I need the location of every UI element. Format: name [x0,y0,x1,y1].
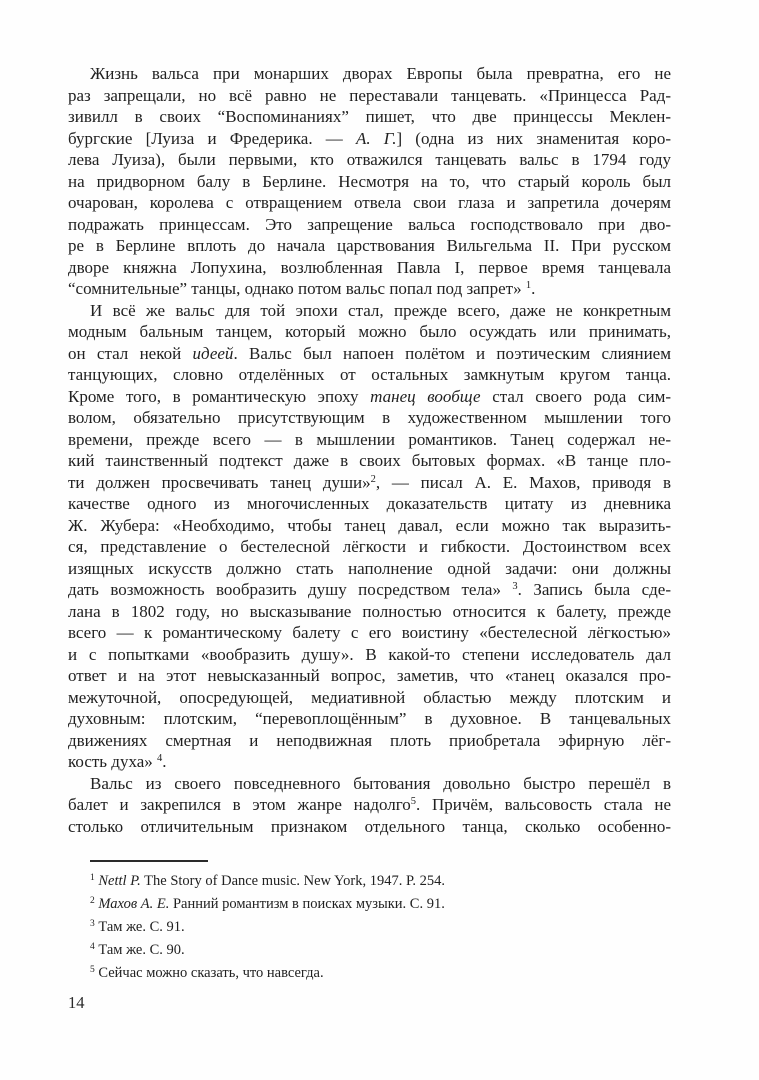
footnote-item [68,916,671,939]
text-run: модным бальным танцем, который можно было осуждать или принимать, [68,322,671,341]
text-run: всего — к романтическому балету с его воистину «бестелесной лёгкостью» [68,623,671,642]
text-line [68,708,671,730]
paragraph [68,300,671,773]
text-run: А. Г. [355,128,397,148]
text-line [68,579,671,601]
text-line [68,687,671,709]
text-run: и с попытками «вообразить душу». В какой-то степени исследователь дал [68,644,671,664]
text-run: волом, обязательно присутствующим в художественном мышлении того [68,408,671,427]
text-line [68,364,671,386]
text-run: ответ и на этот невысказанный вопрос, заметив, что «танец оказался про- [68,666,671,685]
footnote-item [68,893,671,916]
footnote-marker: 1 [90,873,95,883]
text-line [68,278,671,300]
footnote-marker: 4 [90,942,95,952]
footnote-marker: 5 [90,965,95,975]
text-line [68,472,671,494]
text-run: дворе княжна Лопухина, возлюбленная Павла I, первое время танцевала [68,257,671,277]
text-run: очарован, королева с отвращением отвела свои глаза и запретила дочерям [68,193,671,212]
text-run: Махов А. Е. [98,896,170,912]
footnotes [68,860,671,985]
text-line [68,343,671,365]
text-run: . [162,752,167,771]
text-run: “сомнительные” танцы, однако потом вальс попал под запрет» [68,279,526,298]
text-run: . Причём, вальсовость стала не [416,795,671,814]
text-run: кость духа» [68,752,158,771]
text-run: межуточной, опосредующей, медиативной областью между плотским и [68,687,671,707]
text-line [68,751,671,773]
text-run: столько отличительным признаком отдельного танца, сколько особенно- [68,816,671,836]
text-run: изящных искусств должно стать наполнение одной задачи: они должны [68,558,671,578]
text-line [68,235,671,257]
text-run: качестве одного из многочисленных доказательств цитату из дневника [68,494,671,513]
text-body [68,63,671,837]
text-line [68,128,671,150]
text-run: И всё же вальс для той эпохи стал, прежде всего, даже не конкретным [90,300,671,320]
text-run: зивилл в своих “Воспоминаниях” пишет, что две принцессы Меклен- [68,107,671,126]
text-line [68,730,671,752]
text-run: ре в Берлине вплоть до начала царствования Вильгельма II. При русском [68,236,671,255]
footnote-marker: 3 [90,919,95,929]
text-run: подражать принцессам. Это запрещение вальса господствовало при дво- [68,214,671,234]
text-run: времени, прежде всего — в мышлении романтиков. Танец содержал не- [68,429,671,449]
text-line [68,171,671,193]
text-run: танец вообще [370,386,481,406]
text-run: . [531,279,536,298]
text-run: ти должен просвечивать танец души» [68,472,371,492]
text-run: танцующих, словно отделённых от остальных замкнутым кругом танца. [68,365,671,384]
page-number: 14 [68,993,85,1012]
paragraph [68,63,671,300]
footnote-rule [90,860,208,862]
text-run: Вальс из своего повседневного бытования довольно быстро перешёл в [90,773,671,793]
text-run: . Запись была сде- [517,580,671,599]
paragraph [68,773,671,838]
text-line [68,300,671,322]
text-run: Сейчас можно сказать, что навсегда. [98,965,324,981]
text-line [68,558,671,580]
text-line [68,429,671,451]
text-line [68,214,671,236]
footnote-marker: 2 [90,896,95,906]
text-run: Жизнь вальса при монарших дворах Европы была превратна, его не [90,64,671,83]
text-run: Ранний романтизм в поисках музыки. С. 91. [169,896,445,912]
text-run: стал своего рода сим- [480,386,671,406]
text-line [68,85,671,107]
text-run: ] (одна из них знаменитая коро- [396,128,671,148]
text-run: духовным: плотским, “перевоплощённым” в духовное. В танцевальных [68,709,671,728]
text-run: The Story of Dance music. New York, 1947. P. 254. [140,873,446,889]
footnote-list [68,870,671,985]
superscript-ref: 3 [512,581,518,592]
text-line [68,63,671,85]
text-line [68,407,671,429]
text-line [68,321,671,343]
text-line [68,665,671,687]
text-run: Там же. С. 90. [98,942,185,958]
text-line [68,601,671,623]
footnote-item [68,939,671,962]
text-run: дать возможность вообразить душу посредством тела» [68,580,513,599]
text-run: Там же. С. 91. [98,919,185,935]
text-line [68,450,671,472]
text-run: бургские [Луиза и Фредерика. — [68,128,356,148]
text-line [68,106,671,128]
text-line [68,386,671,408]
superscript-ref: 5 [410,796,417,807]
text-run: он стал некой [68,343,193,363]
text-line [68,536,671,558]
text-run: кий таинственный подтекст даже в своих бытовых формах. «В танце пло- [68,451,671,470]
superscript-ref: 2 [370,473,376,485]
text-run: Ж. Жубера: «Необходимо, чтобы танец давал, если можно так выразить- [68,515,671,535]
text-line [68,257,671,279]
text-line [68,794,671,816]
text-line [68,192,671,214]
text-run: Nettl P. [98,873,141,889]
text-run: на придворном балу в Берлине. Несмотря на то, что старый король был [68,171,671,191]
text-run: , — писал А. Е. Махов, приводя в [375,472,671,492]
footnote-item [68,962,671,985]
text-run: ся, представление о бестелесной лёгкости и гибкости. Достоинством всех [68,537,671,556]
text-run: лева Луиза), были первыми, кто отважился танцевать вальс в 1794 году [68,150,671,169]
text-run: раз запрещали, но всё равно не переставали танцевать. «Принцесса Рад- [68,85,671,105]
text-line [68,644,671,666]
text-line [68,816,671,838]
text-run: . Вальс был напоен полётом и поэтическим слиянием [233,343,671,363]
text-line [68,773,671,795]
text-run: идеей [192,343,234,363]
text-line [68,493,671,515]
superscript-ref: 4 [157,753,163,764]
footnote-item [68,870,671,893]
text-run: Кроме того, в романтическую эпоху [68,386,371,406]
text-run: балет и закрепился в этом жанре надолго [68,795,411,814]
text-line [68,515,671,537]
superscript-ref: 1 [525,280,532,291]
text-run: движениях смертная и неподвижная плоть приобретала эфирную лёг- [68,730,671,750]
text-line [68,149,671,171]
text-line [68,622,671,644]
text-run: лана в 1802 году, но высказывание полностью относится к балету, прежде [68,601,671,621]
